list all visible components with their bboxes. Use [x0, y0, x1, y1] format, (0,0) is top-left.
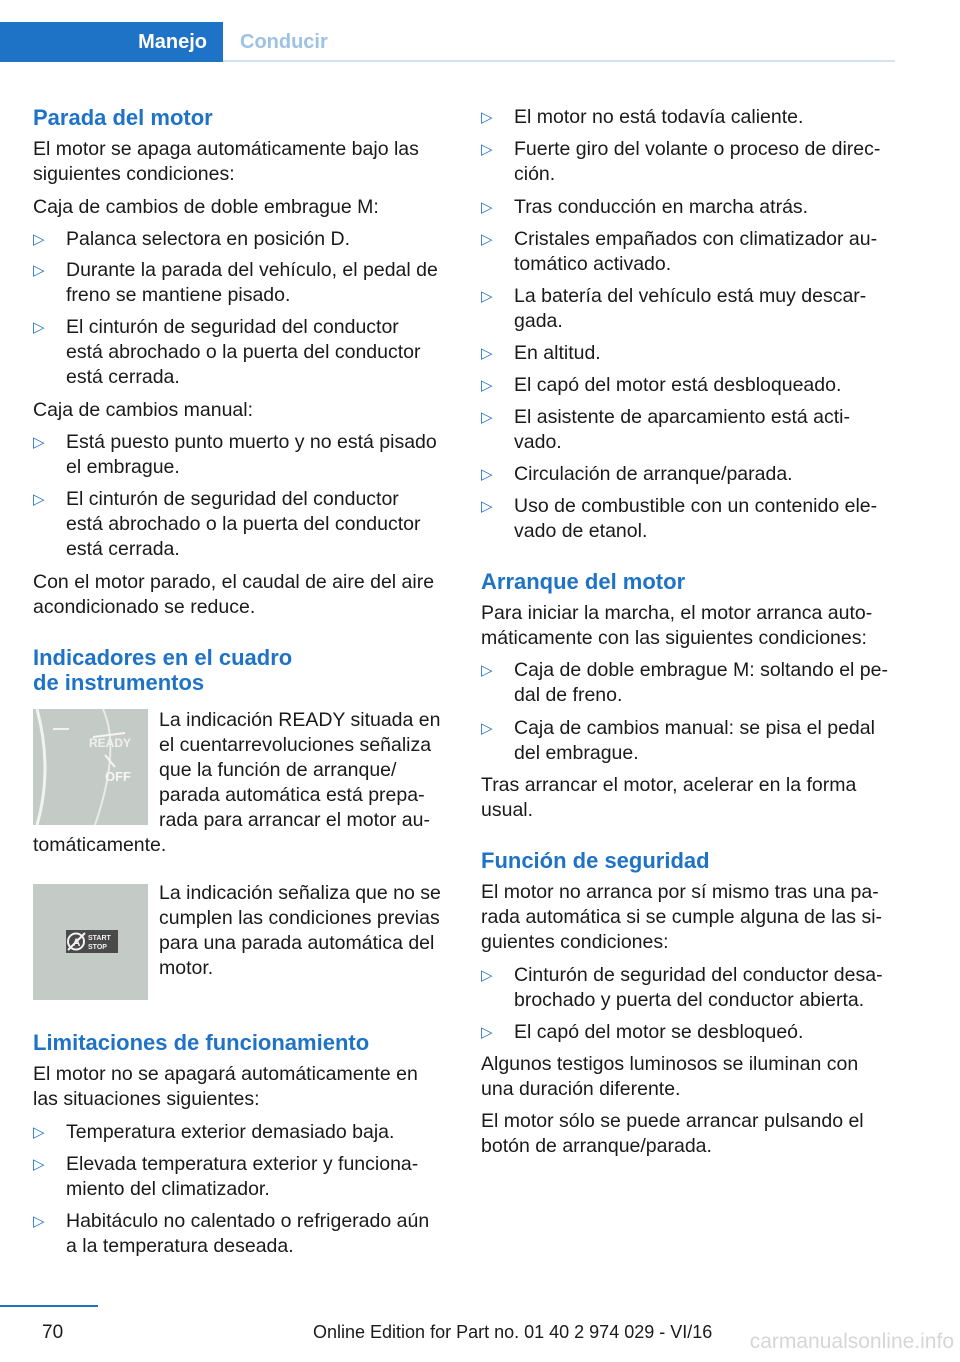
paragraph-testigos: Algunos testigos luminosos se iluminan con una duración diferente.	[481, 1053, 859, 1100]
triangle-right-icon: ▷	[481, 109, 493, 126]
triangle-right-icon: ▷	[33, 1213, 45, 1230]
triangle-right-icon: ▷	[33, 434, 45, 451]
paragraph-seguridad: El motor no arranca por sí mismo tras una pa‐ rada automática si se cumple alguna de las si‐ guientes condiciones:	[481, 881, 883, 953]
triangle-right-icon: ▷	[481, 466, 493, 483]
heading-limitaciones: Limitaciones de funcionamiento	[33, 1030, 370, 1055]
tab-manejo-label: Manejo	[138, 31, 207, 53]
paragraph-ready-tail: tomáticamente.	[33, 834, 167, 856]
triangle-right-icon: ▷	[481, 288, 493, 305]
header-tabbar	[0, 0, 895, 62]
watermark: carmanualsonline.info	[749, 1330, 954, 1353]
triangle-right-icon: ▷	[481, 662, 493, 679]
triangle-right-icon: ▷	[33, 262, 45, 279]
tab-manejo[interactable]	[0, 22, 223, 62]
triangle-right-icon: ▷	[481, 199, 493, 216]
paragraph-dual-clutch: Caja de cambios de doble embrague M:	[33, 196, 379, 218]
paragraph-conditions-not-met: La indicación señaliza que no se cumplen las condiciones previas para una parada automática del motor.	[159, 882, 441, 979]
paragraph-ready: La indicación READY situada en el cuentarrevoluciones señaliza que la función de arranque/ parada automática está prepa‐ rada para arrancar el motor au‐	[159, 709, 441, 831]
triangle-right-icon: ▷	[481, 345, 493, 362]
paragraph-limitaciones: El motor no se apagará automáticamente en las situaciones siguientes:	[33, 1063, 418, 1110]
paragraph-intro: El motor se apaga automáticamente bajo las siguientes condiciones:	[33, 138, 419, 185]
edition-text: Online Edition for Part no. 01 40 2 974 029 - VI/16	[313, 1322, 713, 1342]
triangle-right-icon: ▷	[481, 141, 493, 158]
triangle-right-icon: ▷	[33, 319, 45, 336]
triangle-right-icon: ▷	[481, 409, 493, 426]
triangle-right-icon: ▷	[481, 1024, 493, 1041]
heading-parada-del-motor: Parada del motor	[33, 105, 213, 130]
paragraph-manual: Caja de cambios manual:	[33, 399, 254, 421]
svg-text:STOP: STOP	[88, 944, 107, 951]
footer-divider	[0, 1305, 98, 1307]
heading-indicadores: Indicadores en el cuadro de instrumentos	[33, 645, 293, 695]
triangle-right-icon: ▷	[33, 491, 45, 508]
start-stop-indicator-image	[33, 884, 148, 1000]
header-divider	[223, 60, 895, 62]
heading-arranque: Arranque del motor	[481, 569, 686, 594]
triangle-right-icon: ▷	[33, 1156, 45, 1173]
svg-text:START: START	[88, 935, 111, 942]
tab-conducir[interactable]: Conducir	[240, 31, 328, 53]
triangle-right-icon: ▷	[481, 967, 493, 984]
page-number: 70	[42, 1322, 64, 1343]
triangle-right-icon: ▷	[481, 720, 493, 737]
triangle-right-icon: ▷	[33, 231, 45, 248]
svg-text:OFF: OFF	[105, 769, 131, 784]
svg-text:READY: READY	[89, 736, 132, 750]
heading-funcion-seguridad: Función de seguridad	[481, 848, 710, 873]
paragraph-arranque: Para iniciar la marcha, el motor arranca auto‐ máticamente con las siguientes condiciones:	[481, 602, 873, 649]
paragraph-boton: El motor sólo se puede arrancar pulsando el botón de arranque/parada.	[481, 1110, 864, 1157]
triangle-right-icon: ▷	[481, 377, 493, 394]
svg-text:A: A	[72, 937, 81, 949]
triangle-right-icon: ▷	[33, 1124, 45, 1141]
paragraph-acelerar: Tras arrancar el motor, acelerar en la forma usual.	[481, 774, 857, 821]
ready-gauge-image	[33, 709, 148, 825]
triangle-right-icon: ▷	[481, 231, 493, 248]
triangle-right-icon: ▷	[481, 498, 493, 515]
paragraph-airflow: Con el motor parado, el caudal de aire del aire acondicionado se reduce.	[33, 571, 435, 618]
